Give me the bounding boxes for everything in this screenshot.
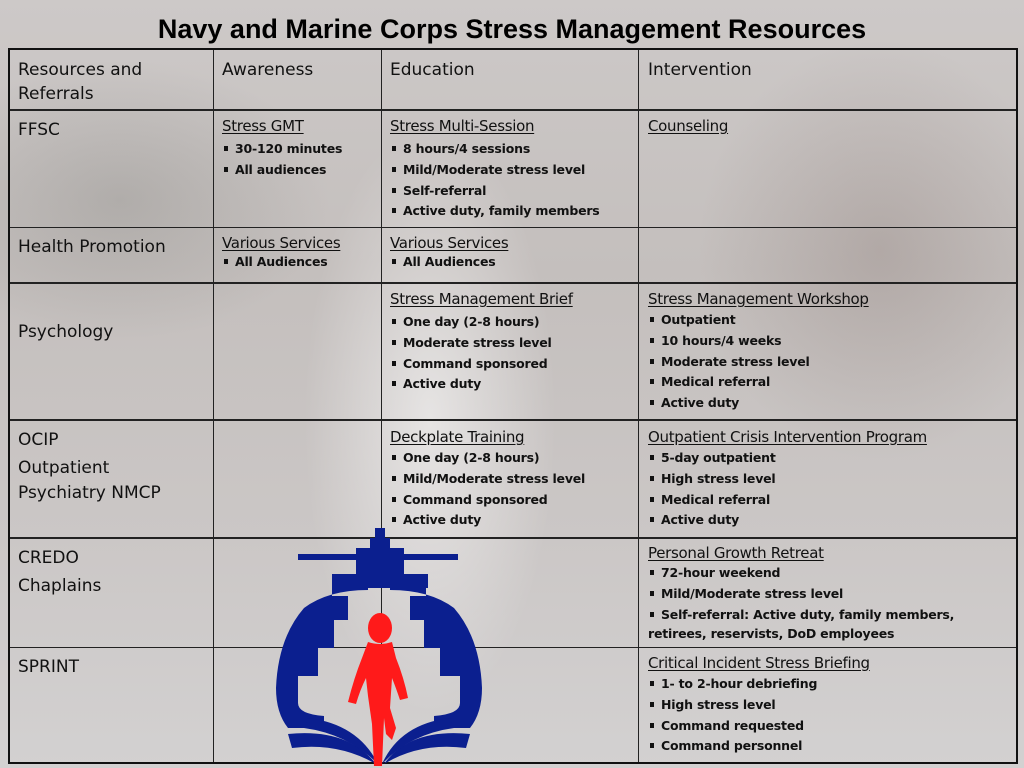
header-resources: Resources and Referrals (18, 60, 143, 104)
row-label-line: FFSC (18, 120, 60, 140)
bullet-item: Mild/Moderate stress level (390, 160, 600, 181)
bullet-item: 8 hours/4 sessions (390, 139, 600, 160)
cell-ffsc-awareness (222, 117, 342, 181)
program-title: Personal Growth Retreat (648, 544, 824, 562)
resources-table (8, 48, 1018, 764)
bullet-item: Command sponsored (390, 354, 573, 375)
cell-ocip-education (390, 428, 585, 531)
row-label-line: Health Promotion (18, 237, 166, 257)
column-divider (638, 50, 639, 762)
row-label-line: Psychiatry NMCP (18, 483, 161, 503)
row-divider (10, 647, 1016, 648)
bullet-item: 10 hours/4 weeks (648, 331, 869, 352)
row-divider (10, 537, 1016, 539)
bullet-item: Active duty (390, 374, 573, 395)
bullet-item: High stress level (648, 469, 927, 490)
row-label-health-promotion (18, 233, 166, 261)
bullet-item: Command personnel (648, 736, 870, 757)
row-divider (10, 419, 1016, 421)
program-title: Stress GMT (222, 117, 304, 135)
bullet-item: Command sponsored (390, 490, 585, 511)
program-title: Various Services (222, 234, 341, 252)
row-divider (10, 282, 1016, 284)
program-title: Stress Management Workshop (648, 290, 869, 308)
bullet-item: Moderate stress level (390, 333, 573, 354)
bullet-item: 30-120 minutes (222, 139, 342, 160)
row-divider (10, 227, 1016, 228)
bullet-item: 1- to 2-hour debriefing (648, 674, 870, 695)
bullet-item: Command requested (648, 716, 870, 737)
bullet-item: Mild/Moderate stress level (648, 584, 1014, 605)
row-label-line: Chaplains (18, 576, 102, 596)
program-title: Stress Management Brief (390, 290, 573, 308)
column-divider (213, 50, 214, 762)
program-title: Critical Incident Stress Briefing (648, 654, 870, 672)
bullet-item: Active duty, family members (390, 201, 600, 222)
header-intervention: Intervention (648, 60, 752, 80)
bullet-item: Outpatient (648, 310, 869, 331)
bullet-item: Self-referral: Active duty, family members, retirees, reservists, DoD employees (648, 605, 1014, 643)
row-label-line: OCIP (18, 430, 59, 450)
bullet-item: 5-day outpatient (648, 448, 927, 469)
header-awareness: Awareness (222, 60, 314, 80)
program-title: Counseling (648, 117, 729, 135)
bullet-item: Medical referral (648, 372, 869, 393)
row-label-psychology (18, 318, 113, 346)
page-title: Navy and Marine Corps Stress Management Resources (157, 14, 867, 44)
program-title: Various Services (390, 234, 509, 252)
row-label-line: SPRINT (18, 657, 79, 677)
bullet-item: 72-hour weekend (648, 563, 1014, 584)
bullet-item: All Audiences (390, 252, 508, 273)
bullet-item: Mild/Moderate stress level (390, 469, 585, 490)
row-divider (10, 109, 1016, 111)
row-label-ffsc (18, 116, 60, 144)
sprint-ship-runner-logo-icon (268, 528, 490, 768)
cell-ffsc-education (390, 117, 600, 222)
row-label-credo (18, 544, 101, 600)
cell-ffsc-intervention (648, 117, 728, 135)
cell-psychology-intervention (648, 290, 869, 414)
cell-ocip-intervention (648, 428, 927, 531)
header-education: Education (390, 60, 475, 80)
program-title: Stress Multi-Session (390, 117, 535, 135)
cell-sprint-intervention (648, 654, 870, 757)
bullet-item: All audiences (222, 160, 342, 181)
row-label-line: Outpatient (18, 458, 110, 478)
bullet-item: Self-referral (390, 181, 600, 202)
bullet-item: One day (2-8 hours) (390, 448, 585, 469)
program-title: Outpatient Crisis Intervention Program (648, 428, 927, 446)
cell-health-education (390, 234, 508, 273)
row-label-line: CREDO (18, 548, 79, 568)
cell-health-awareness (222, 234, 340, 273)
program-title: Deckplate Training (390, 428, 525, 446)
row-label-sprint (18, 653, 79, 681)
bullet-item: Active duty (648, 393, 869, 414)
bullet-item: Active duty (390, 510, 585, 531)
bullet-item: Moderate stress level (648, 352, 869, 373)
bullet-item: One day (2-8 hours) (390, 312, 573, 333)
bullet-item: All Audiences (222, 252, 340, 273)
cell-psychology-education (390, 290, 573, 395)
cell-credo-intervention (648, 544, 1014, 643)
bullet-item: High stress level (648, 695, 870, 716)
bullet-item: Active duty (648, 510, 927, 531)
row-label-ocip (18, 426, 161, 504)
bullet-item: Medical referral (648, 490, 927, 511)
row-label-line: Psychology (18, 322, 114, 342)
